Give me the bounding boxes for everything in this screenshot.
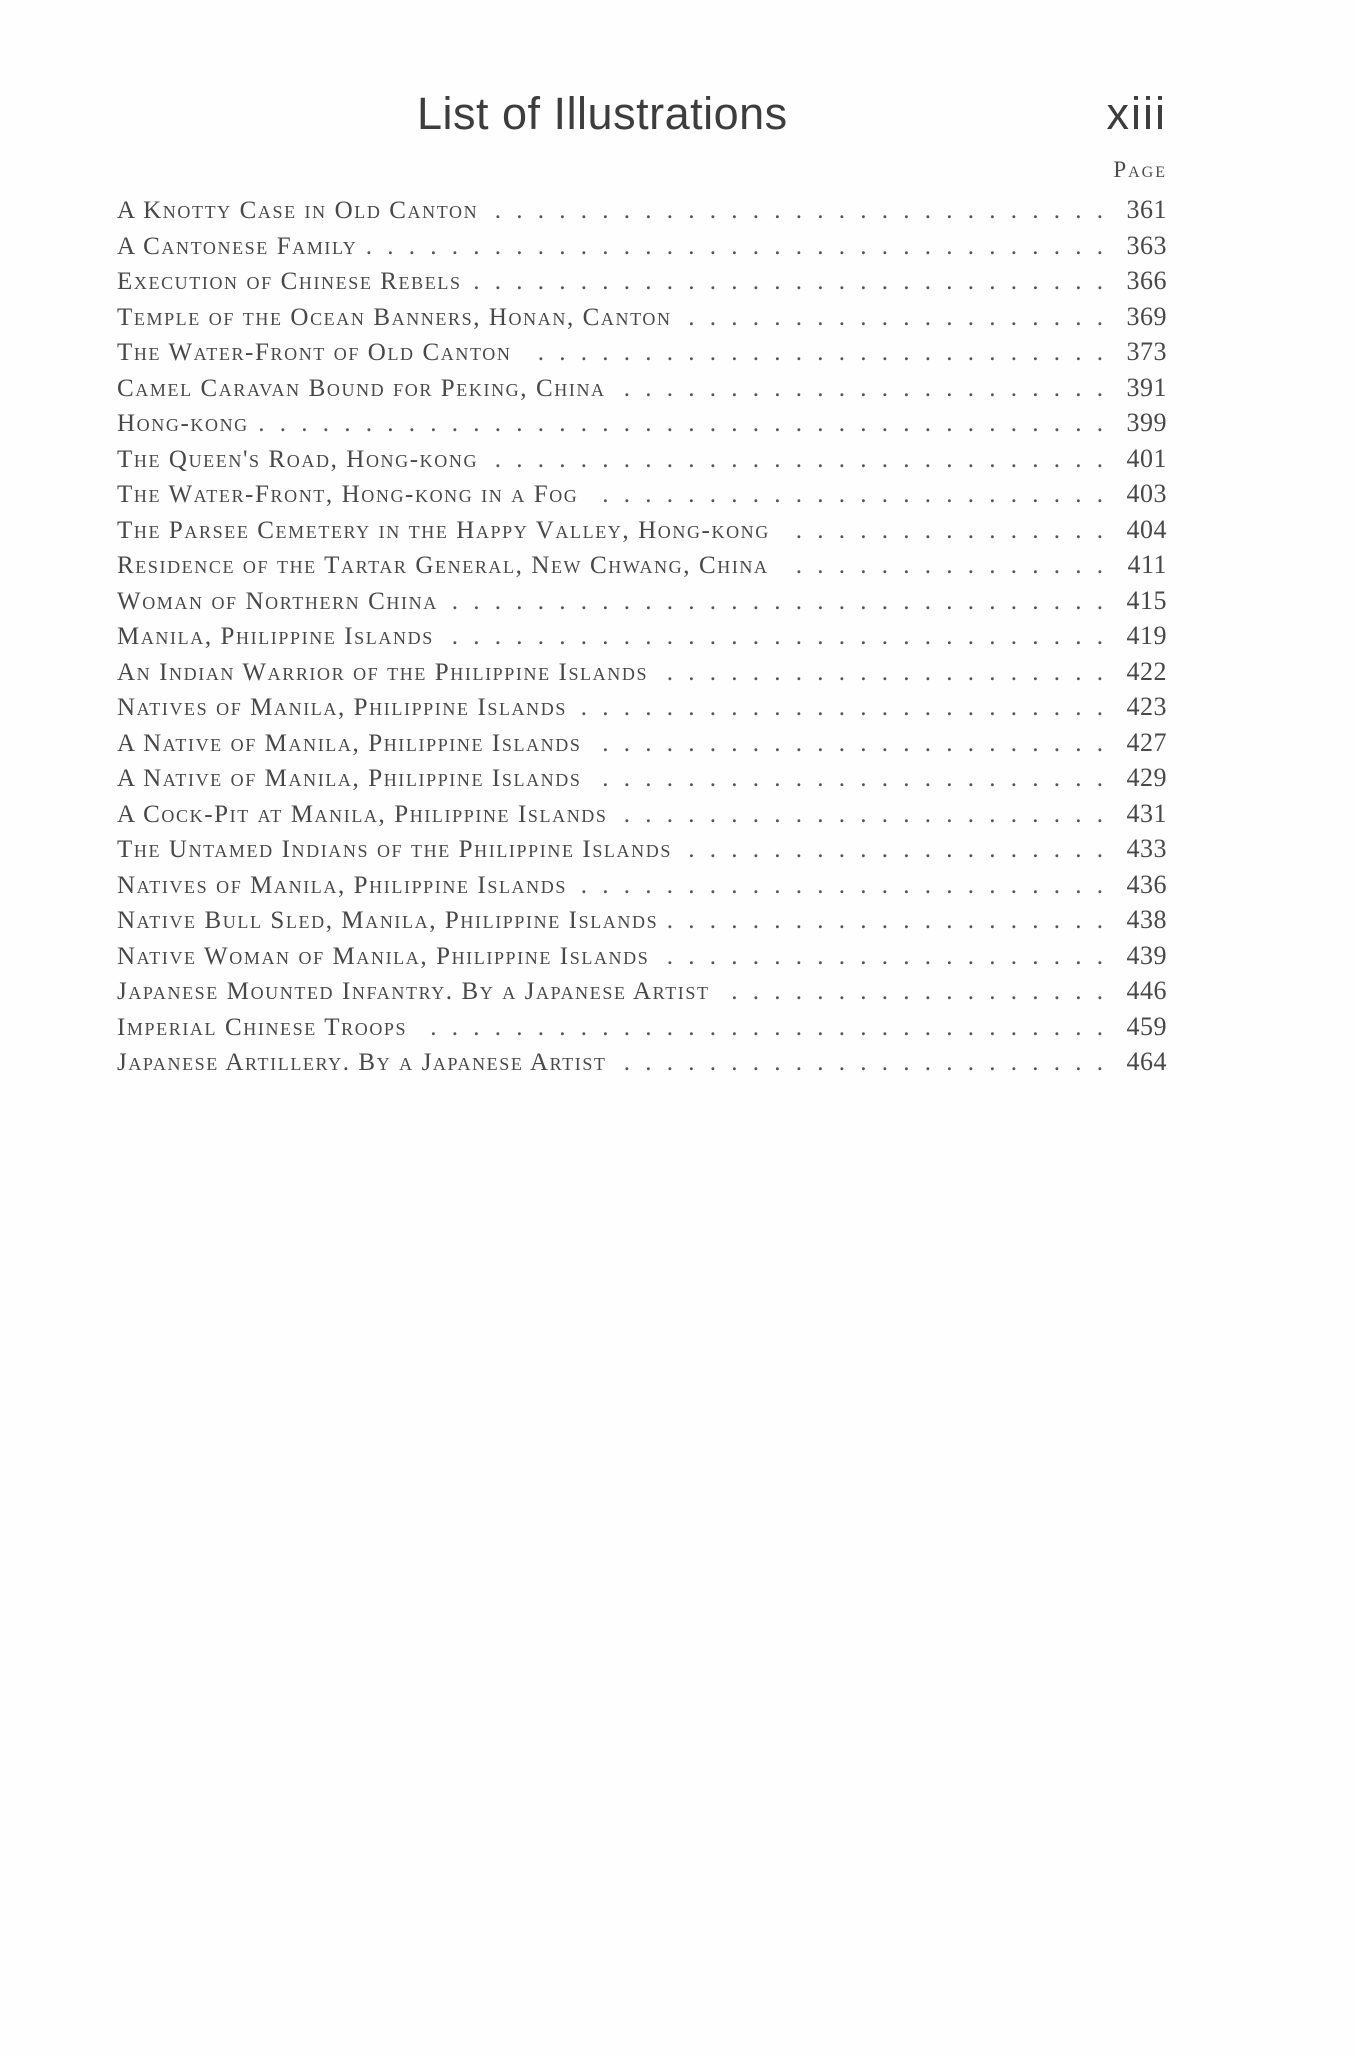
entry-title: Hong-kong xyxy=(117,410,249,437)
dot-leader xyxy=(618,797,1103,833)
entry-title: Woman of Northern China xyxy=(117,587,438,615)
entry-page-number: 439 xyxy=(1126,940,1167,970)
dot-leader xyxy=(616,371,1103,407)
dot-leader xyxy=(779,548,1103,584)
illustration-entry xyxy=(117,796,1167,832)
page-column-label: Page xyxy=(1113,157,1167,182)
entry-title: Camel Caravan Bound for Peking, China xyxy=(117,374,606,402)
illustration-entry xyxy=(117,760,1167,796)
entry-page-number: 401 xyxy=(1126,443,1167,473)
dot-leader xyxy=(682,300,1103,336)
entry-page-number: 403 xyxy=(1126,479,1167,508)
entry-page-number: 419 xyxy=(1126,621,1167,650)
entry-title: A Cantonese Family xyxy=(117,232,358,260)
entry-title: Native Bull Sled, Manila, Philippine Islands xyxy=(117,907,659,934)
dot-leader xyxy=(658,655,1103,691)
entry-page-number: 411 xyxy=(1127,550,1167,579)
entry-title: The Water-Front of Old Canton xyxy=(117,339,512,366)
dot-leader xyxy=(617,1045,1103,1081)
entry-page-number: 459 xyxy=(1126,1011,1167,1041)
entry-title: A Native of Manila, Philippine Islands xyxy=(117,765,582,792)
entry-title: An Indian Warrior of the Philippine Islands xyxy=(117,658,649,686)
entry-page-number: 436 xyxy=(1126,869,1167,899)
entry-title: Natives of Manila, Philippine Islands xyxy=(117,871,567,899)
entry-title: Natives of Manila, Philippine Islands xyxy=(117,694,567,721)
entry-page-number: 391 xyxy=(1126,372,1167,402)
illustration-entry xyxy=(117,263,1167,299)
illustration-entry xyxy=(117,1044,1167,1080)
page-number: xiii xyxy=(1106,88,1167,139)
dot-leader xyxy=(259,406,1103,442)
entry-page-number: 427 xyxy=(1126,727,1167,757)
illustrations-list xyxy=(117,192,1167,1080)
entry-title: The Queen's Road, Hong-kong xyxy=(117,445,479,473)
entry-page-number: 404 xyxy=(1126,514,1167,544)
dot-leader xyxy=(591,761,1103,797)
entry-page-number: 431 xyxy=(1126,798,1167,828)
entry-page-number: 446 xyxy=(1126,976,1167,1005)
entry-page-number: 366 xyxy=(1126,266,1167,295)
illustration-entry xyxy=(117,583,1167,619)
entry-page-number: 373 xyxy=(1126,337,1167,366)
entry-title: Imperial Chinese Troops xyxy=(117,1013,408,1041)
dot-leader xyxy=(577,690,1103,726)
illustration-entry xyxy=(117,370,1167,406)
illustration-entry xyxy=(117,938,1167,974)
dot-leader xyxy=(488,193,1103,229)
entry-title: The Water-Front, Hong-kong in a Fog xyxy=(117,481,579,508)
illustration-entry xyxy=(117,547,1167,583)
entry-page-number: 429 xyxy=(1126,763,1167,792)
running-title: List of Illustrations xyxy=(417,88,788,139)
illustration-entry xyxy=(117,654,1167,690)
entry-title: Temple of the Ocean Banners, Honan, Canton xyxy=(117,303,672,331)
dot-leader xyxy=(367,229,1103,265)
entry-page-number: 399 xyxy=(1126,408,1167,437)
dot-leader xyxy=(444,619,1103,655)
entry-page-number: 422 xyxy=(1126,656,1167,686)
entry-page-number: 433 xyxy=(1126,834,1167,863)
dot-leader xyxy=(488,442,1103,478)
illustration-entry xyxy=(117,405,1167,441)
entry-title: A Knotty Case in Old Canton xyxy=(117,197,479,224)
dot-leader xyxy=(521,335,1103,371)
entry-title: A Native of Manila, Philippine Islands xyxy=(117,729,582,757)
illustration-entry xyxy=(117,1009,1167,1045)
entry-page-number: 361 xyxy=(1126,195,1167,224)
illustration-entry xyxy=(117,441,1167,477)
illustration-entry xyxy=(117,725,1167,761)
dot-leader xyxy=(588,477,1103,513)
entry-title: The Parsee Cemetery in the Happy Valley, Hong-kong xyxy=(117,516,770,544)
dot-leader xyxy=(780,513,1103,549)
dot-leader xyxy=(591,726,1103,762)
dot-leader xyxy=(682,832,1103,868)
illustration-entry xyxy=(117,902,1167,938)
illustration-entry xyxy=(117,973,1167,1009)
entry-title: Execution of Chinese Rebels xyxy=(117,268,462,295)
illustration-entry xyxy=(117,299,1167,335)
entry-page-number: 369 xyxy=(1126,301,1167,331)
dot-leader xyxy=(448,584,1103,620)
illustration-entry xyxy=(117,476,1167,512)
entry-page-number: 464 xyxy=(1126,1047,1167,1076)
entry-title: Residence of the Tartar General, New Chwang, China xyxy=(117,552,769,579)
illustration-entry xyxy=(117,618,1167,654)
entry-title: Japanese Artillery. By a Japanese Artist xyxy=(117,1049,607,1076)
dot-leader xyxy=(668,903,1103,939)
illustration-entry xyxy=(117,867,1167,903)
entry-page-number: 415 xyxy=(1126,585,1167,615)
entry-title: Manila, Philippine Islands xyxy=(117,623,434,650)
illustration-entry xyxy=(117,228,1167,264)
entry-page-number: 363 xyxy=(1126,230,1167,260)
running-head xyxy=(117,88,1167,148)
dot-leader xyxy=(659,939,1103,975)
illustration-entry xyxy=(117,512,1167,548)
entry-title: Japanese Mounted Infantry. By a Japanese Artist xyxy=(117,978,710,1005)
entry-page-number: 438 xyxy=(1126,905,1167,934)
illustration-entry xyxy=(117,689,1167,725)
entry-page-number: 423 xyxy=(1126,692,1167,721)
entry-title: A Cock-Pit at Manila, Philippine Islands xyxy=(117,800,608,828)
illustration-entry xyxy=(117,831,1167,867)
illustration-entry xyxy=(117,334,1167,370)
dot-leader xyxy=(472,264,1103,300)
entry-title: Native Woman of Manila, Philippine Islands xyxy=(117,942,650,970)
entry-title: The Untamed Indians of the Philippine Islands xyxy=(117,836,672,863)
dot-leader xyxy=(577,868,1103,904)
dot-leader xyxy=(720,974,1103,1010)
illustration-entry xyxy=(117,192,1167,228)
dot-leader xyxy=(417,1010,1103,1046)
